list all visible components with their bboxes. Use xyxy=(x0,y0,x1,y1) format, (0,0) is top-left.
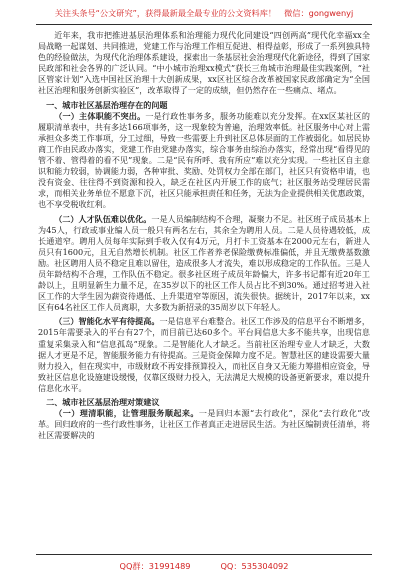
paragraph-role-functions xyxy=(38,111,370,211)
footer-qq-number: QQ：535304092 xyxy=(220,561,289,571)
paragraph-text: 一是回归本源“去行政化”，深化“去行政化”改革。回归政府的一些行政性事务，让社区工作者真正走进居民生活。为社区编制责任清单，将社区需要解决的 xyxy=(38,408,370,441)
footer-qq-group: QQ群：31991489 xyxy=(119,561,191,571)
document-body xyxy=(38,30,370,550)
paragraph-lead: （一）主体职能不突出。 xyxy=(54,110,146,121)
paragraph-talent-team xyxy=(38,214,370,314)
paragraph-intelligence xyxy=(38,316,370,394)
bottom-footer xyxy=(0,558,408,574)
paragraph-text: 一是人员编制结构不合理，凝聚力不足。社区班子成员基本上为45人，行政或事业编人员一般只有两名左右，其余全为聘用人员。二是人员待遇较低，成长通道窄。聘用人员每年实际到手收入仅有4万元，月打卡工资基本在2000元左右，新进人员只有1600元，且无自然增长机制。社区工作者养老保险缴费标准偏低，并且无缴费基数激励。社区聘用人员不稳定且难以留住，造成很多人才流失，难以形成稳定的工作队伍。三是人员年龄结构不合理，工作队伍不稳定。很多社区班子成员年龄偏大，许多书记都有近20年工龄以上，且明显新生力量不足，在35岁以下的社区工作人员占比不到30%。通过招考进入社区工作的大学生因为薪资待遇低、上升渠道窄等原因，流失很快。据统计，2017年以来，xx区有64名社区工作人员离职，大多数为新招录的35周岁以下年轻人。 xyxy=(38,213,370,313)
intro-paragraph: 近年来，我市把推进基层治理体系和治理能力现代化同建设“四创两高”现代化幸福xx全局战略一起谋划、共同推进，党建工作与治理工作相互促进、相得益彰，形成了一系列独具特色的经验做法，为现代化治理体系建设，探索出一条基层社会治理现代化新途径，得到了国家民政部和社会各界的广泛认同。“中小城市治理xx模式”获长三角城市治理最佳实践案例，“社区管家计划”入选中国社区治理十大创新成果，xx区社区综合改革被国家民政部确定为“全国社区治理和服务创新实验区”，改革取得了一定的成绩，但仍然存在一些痛点、堵点。 xyxy=(38,30,370,96)
paragraph-text: 一是行政性事务多，服务功能难以充分发挥。在xx区某社区的履职清单表中，共有多达166项事务，这一现象较为普遍，治理效率低。社区服务中心对上需承担众多类工作事项，分工过细，导致一些需要上升到社区总体层面的工作被弱化。如居民协商工作由民政办落实，党建工作由党建办落实，综合事务由综治办落实，经常出现“看得见的管不着、管得着的看不见”现象。二是“民有所呼、我有所应”难以充分实现。一些社区自主意识和能力较弱，协调能力弱，各种审批、奖励、处罚权力全部在部门，社区只有资格申请，也没有资金、往往得不到资源和投入，缺乏在社区内开展工作的底气；社区服务站受理居民需求，而相关业务单位不愿意下沉，社区只能承担责任和任务，无法为企业提供相关优惠政策，也不享受税收红利。 xyxy=(38,110,370,210)
paragraph-lead: （三）智能化水平有待提高。 xyxy=(54,316,160,327)
paragraph-lead: （一）理清职能，让管理服务顺起来。 xyxy=(54,408,199,419)
header-divider xyxy=(36,24,372,25)
footer-divider xyxy=(36,554,372,555)
banner-wechat-text: 微信：gongwenyj xyxy=(284,8,354,18)
paragraph-lead: （二）人才队伍难以优化。 xyxy=(54,213,152,224)
top-banner xyxy=(0,4,408,22)
section-heading-problems: 一、城市社区基层治理存在的问题 xyxy=(46,99,168,110)
paragraph-clarify-functions xyxy=(38,408,370,441)
banner-promo-text: 关注头条号“公文研究”，获得最新最全最专业的公文资料库！ xyxy=(54,8,277,18)
section-heading-suggestions: 二、城市社区基层治理对策建议 xyxy=(46,397,160,407)
paragraph-text: 一是信息平台难整合。社区工作涉及的信息平台不断增多，2015年需要录入的平台有27个，而目前已达60多个。平台间信息大多不能共享，出现信息重复采集录入和“信息孤岛”现象。二是智能化人才缺乏。当前社区治理专业人才缺乏，大数据人才更是不足，智能服务能力有待提高。三是资金保障力度不足。智慧社区的建设需要大量财力投入，但在现实中，市级财政不再安排预算投入，而社区自身又无能力筹措相应资金，导致社区信息化设施建设缓慢，仅靠区级财力投入，无法满足大规模的设备更新要求，难以提升信息化水平。 xyxy=(38,316,370,393)
